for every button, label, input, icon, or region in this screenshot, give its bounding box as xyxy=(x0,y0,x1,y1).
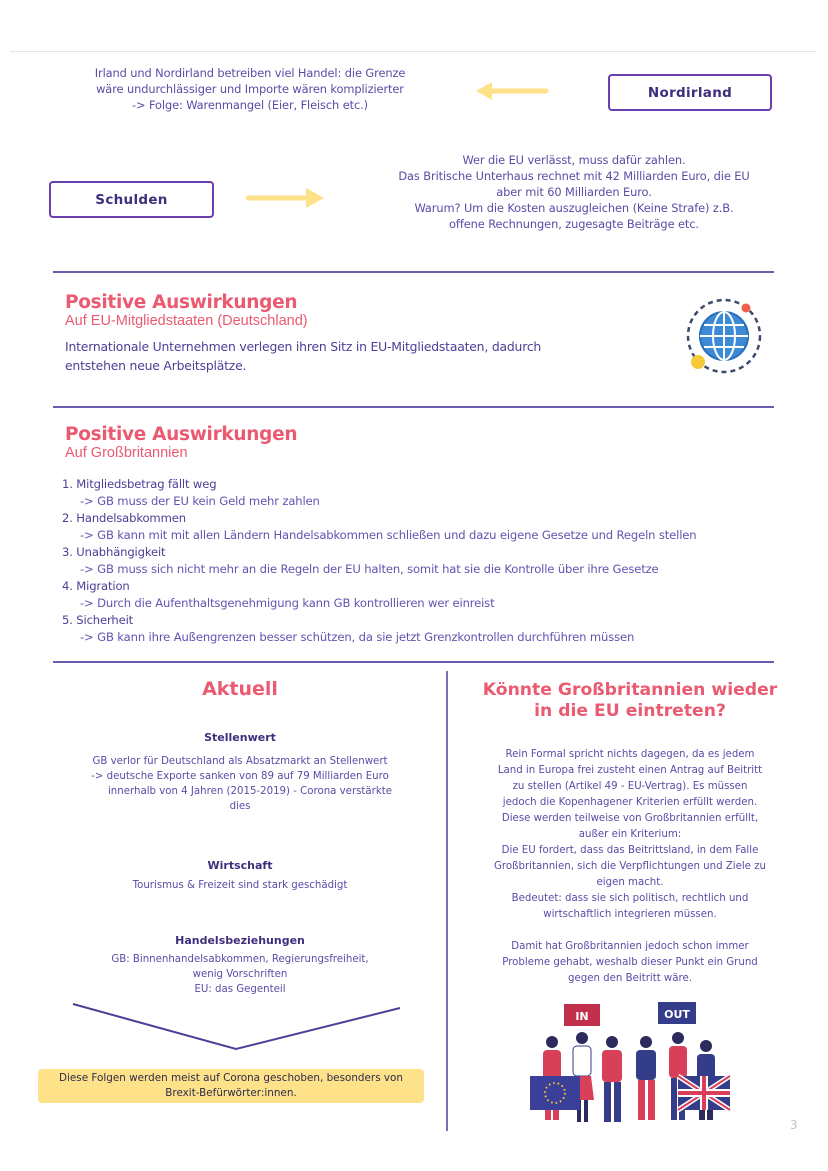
schulden-line: Wer die EU verlässt, muss dafür zahlen. xyxy=(462,153,686,167)
uk-flag-icon xyxy=(678,1076,730,1110)
section-divider xyxy=(53,406,774,408)
text-line: Tourismus & Freizeit sind stark geschädigt xyxy=(132,880,348,891)
eu-flag-icon xyxy=(530,1076,580,1110)
out-sign-label: OUT xyxy=(664,1008,690,1021)
list-item-label: 1. Mitgliedsbetrag fällt weg xyxy=(62,477,217,491)
nordirland-label: Nordirland xyxy=(647,84,733,101)
text-line: GB verlor für Deutschland als Absatzmarkt an Stellenwert xyxy=(92,756,388,767)
text-line: GB: Binnenhandelsabkommen, Regierungsfreiheit, xyxy=(111,954,369,965)
text-line: Internationale Unternehmen verlegen ihren Sitz in EU-Mitgliedstaaten, dadurch xyxy=(65,339,542,354)
aktuell-wirtschaft xyxy=(50,859,430,893)
schulden-line: offene Rechnungen, zugesagte Beiträge etc. xyxy=(449,217,699,231)
list-item xyxy=(62,510,802,544)
section-divider xyxy=(53,661,774,663)
positive-gb-heading xyxy=(65,424,665,461)
text-line: Großbritannien, sich die Verpflichtungen und Ziele zu xyxy=(494,861,766,872)
text-line: entstehen neue Arbeitsplätze. xyxy=(65,358,247,373)
corona-note xyxy=(38,1069,424,1103)
aktuell-handelsbeziehungen xyxy=(50,934,430,997)
reentry-text xyxy=(458,747,802,987)
text-line: Bedeutet: dass sie sich politisch, rechtlich und xyxy=(511,893,749,904)
schulden-line: Das Britische Unterhaus rechnet mit 42 Milliarden Euro, die EU xyxy=(398,169,750,183)
brexit-illustration xyxy=(528,1000,734,1130)
page-number: 3 xyxy=(790,1118,798,1132)
list-item xyxy=(62,612,802,646)
nordirland-box xyxy=(608,74,772,111)
globe-icon xyxy=(682,294,766,378)
list-item xyxy=(62,578,802,612)
section-title: Positive Auswirkungen xyxy=(65,424,298,445)
nordirland-line: wäre undurchlässiger und Importe wären komplizierter xyxy=(96,82,404,96)
text-line: Die EU fordert, dass das Beitrittsland, in dem Falle xyxy=(501,845,759,856)
list-item xyxy=(62,544,802,578)
schulden-box xyxy=(49,181,214,218)
reentry-title xyxy=(460,680,800,722)
text-line: innerhalb von 4 Jahren (2015-2019) - Corona verstärkte xyxy=(107,786,393,797)
schulden-text xyxy=(356,152,792,232)
list-item xyxy=(62,476,802,510)
title-line: in die EU eintreten? xyxy=(534,701,726,721)
top-divider xyxy=(10,51,816,52)
list-item-label: 2. Handelsabkommen xyxy=(62,511,186,525)
schulden-line: Warum? Um die Kosten auszugleichen (Keine Strafe) z.B. xyxy=(414,201,734,215)
list-item-label: 5. Sicherheit xyxy=(62,613,134,627)
subsection-heading: Stellenwert xyxy=(204,731,276,744)
section-title: Positive Auswirkungen xyxy=(65,292,298,313)
note-line: Brexit-Befürwörter:innen. xyxy=(165,1087,297,1099)
nordirland-line: Irland und Nordirland betreiben viel Handel: die Grenze xyxy=(94,66,406,80)
nordirland-text xyxy=(40,65,460,113)
text-line: Land in Europa frei zusteht einen Antrag auf Beitritt xyxy=(497,765,763,776)
text-line: außer ein Kriterium: xyxy=(578,829,682,840)
positive-eu-text xyxy=(65,337,645,375)
list-item-detail: -> Durch die Aufenthaltsgenehmigung kann GB kontrollieren wer einreist xyxy=(80,596,495,610)
arrow-left-icon xyxy=(474,80,550,102)
title-line: Könnte Großbritannien wieder xyxy=(482,680,778,700)
subsection-heading: Wirtschaft xyxy=(207,859,273,872)
in-sign-label: IN xyxy=(575,1010,589,1023)
text-line: Probleme gehabt, weshalb dieser Punkt ein Grund xyxy=(502,957,758,968)
list-item-detail: -> GB kann mit mit allen Ländern Handelsabkommen schließen und dazu eigene Gesetze und Regeln stellen xyxy=(80,528,697,542)
list-item-detail: -> GB kann ihre Außengrenzen besser schützen, da sie jetzt Grenzkontrollen durchführen müssen xyxy=(80,630,635,644)
text-line: Diese werden teilweise von Großbritannien erfüllt, xyxy=(501,813,759,824)
list-item-detail: -> GB muss der EU kein Geld mehr zahlen xyxy=(80,494,320,508)
nordirland-line: -> Folge: Warenmangel (Eier, Fleisch etc.) xyxy=(131,98,368,112)
schulden-line: aber mit 60 Milliarden Euro. xyxy=(496,185,652,199)
text-line: Damit hat Großbritannien jedoch schon immer xyxy=(511,941,749,952)
text-line: eigen macht. xyxy=(596,877,664,888)
note-line: Diese Folgen werden meist auf Corona geschoben, besonders von xyxy=(59,1072,403,1084)
positive-eu-section xyxy=(65,292,645,375)
aktuell-stellenwert xyxy=(50,731,430,814)
positive-gb-list xyxy=(62,476,802,646)
list-item-label: 3. Unabhängigkeit xyxy=(62,545,166,559)
subsection-heading: Handelsbeziehungen xyxy=(175,934,305,947)
list-item-label: 4. Migration xyxy=(62,579,130,593)
spacer xyxy=(458,923,802,939)
section-subtitle: Auf Großbritannien xyxy=(65,445,188,461)
schulden-label: Schulden xyxy=(95,191,168,208)
text-line: -> deutsche Exporte sanken von 89 auf 79 Milliarden Euro xyxy=(91,771,389,782)
text-line: gegen den Beitritt wäre. xyxy=(568,973,692,984)
text-line: zu stellen (Artikel 49 - EU-Vertrag). Es müssen xyxy=(512,781,748,792)
section-divider xyxy=(53,271,774,273)
aktuell-title: Aktuell xyxy=(202,678,278,700)
section-subtitle: Auf EU-Mitgliedstaaten (Deutschland) xyxy=(65,313,308,329)
text-line: wirtschaftlich integrieren müssen. xyxy=(543,909,717,920)
text-line: dies xyxy=(229,801,251,812)
chevron-down-shape xyxy=(70,1000,410,1052)
list-item-detail: -> GB muss sich nicht mehr an die Regeln der EU halten, somit hat sie die Kontrolle über ihre Gesetze xyxy=(80,562,659,576)
column-divider xyxy=(446,671,448,1131)
text-line: wenig Vorschriften xyxy=(192,969,288,980)
text-line: jedoch die Kopenhagener Kriterien erfüllt werden. xyxy=(502,797,758,808)
text-line: Rein Formal spricht nichts dagegen, da es jedem xyxy=(505,749,755,760)
arrow-right-icon xyxy=(246,186,326,208)
text-line: EU: das Gegenteil xyxy=(194,984,286,995)
